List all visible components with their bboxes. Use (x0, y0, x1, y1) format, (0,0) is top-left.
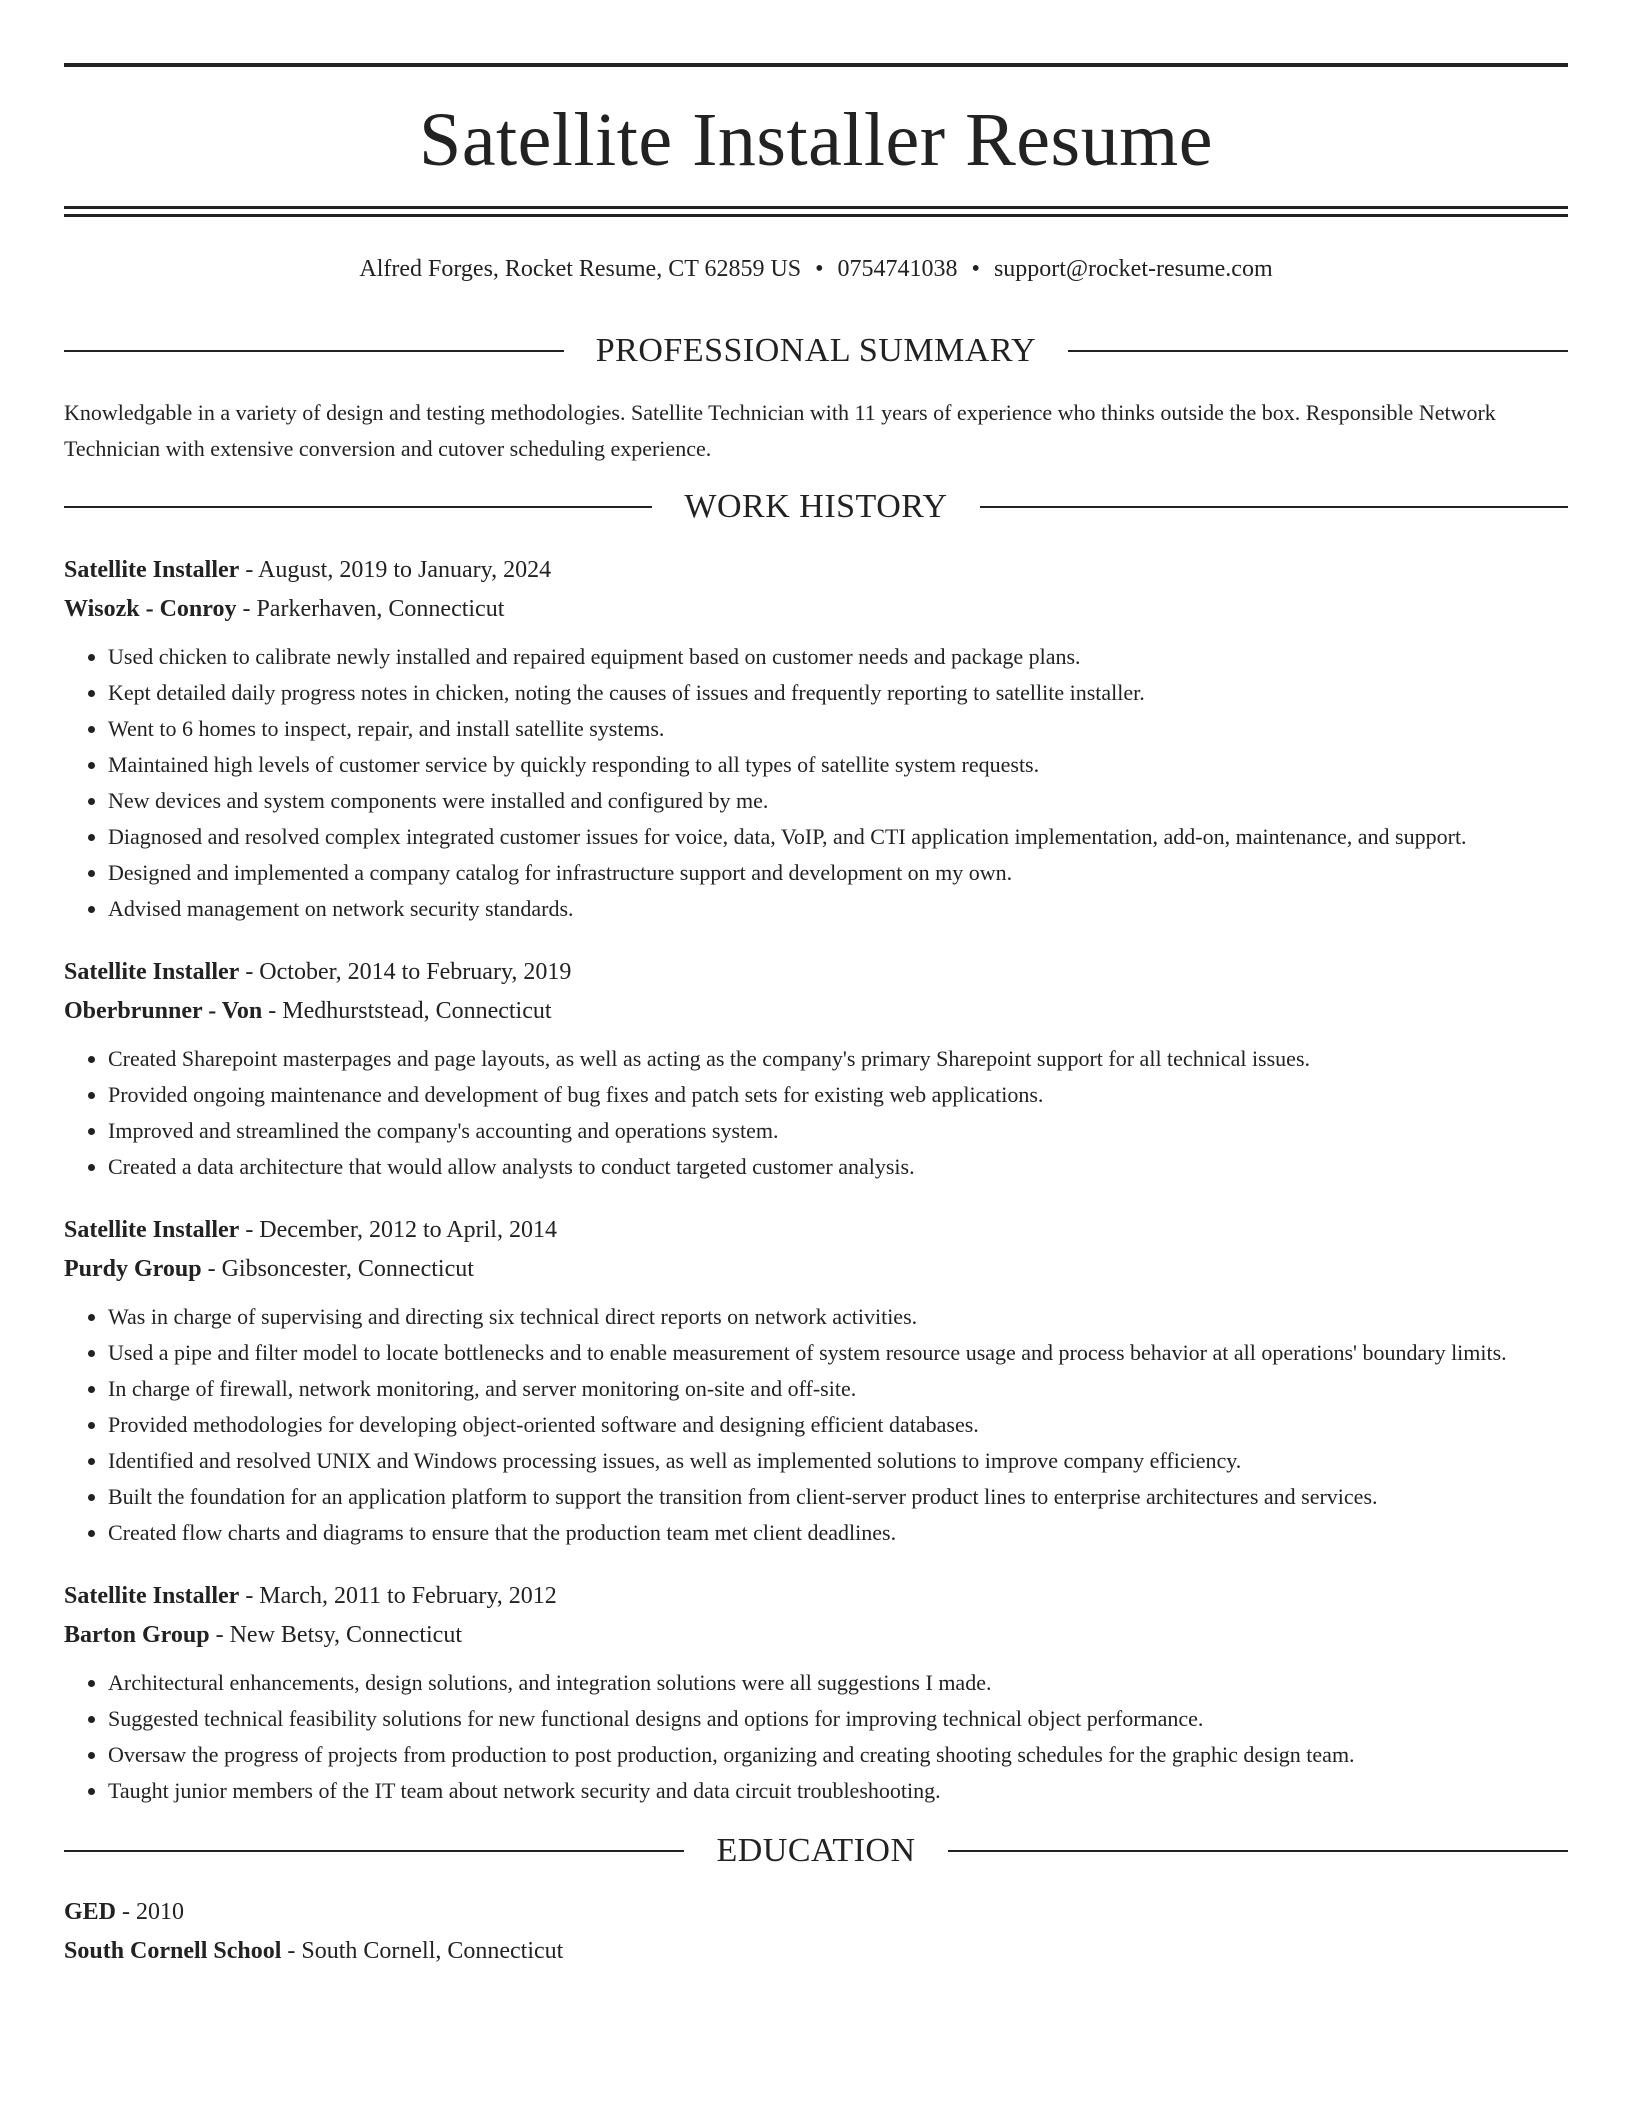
education-location: - South Cornell, Connecticut (281, 1938, 564, 1964)
job-bullet: • Improved and streamlined the company's accounting and operations system. (108, 1113, 1568, 1149)
job-bullet: • Designed and implemented a company catalog for infrastructure support and development on my own. (108, 855, 1568, 891)
summary-text: Knowledgable in a variety of design and testing methodologies. Satellite Technician with 11 years of experience who thinks outside the box. Responsible Network Technician with extensive conversion and cutover scheduling experience. (64, 400, 1496, 461)
education-degree-line (64, 1893, 1568, 1932)
section-rule (1068, 350, 1568, 352)
job-dates: - March, 2011 to February, 2012 (239, 1583, 557, 1609)
job-bullet: • Provided ongoing maintenance and development of bug fixes and patch sets for existing web applications. (108, 1077, 1568, 1113)
job-company: Wisozk - Conroy (64, 596, 237, 622)
job-bullet: • New devices and system components were installed and configured by me. (108, 783, 1568, 819)
job-dates: - October, 2014 to February, 2019 (239, 959, 572, 985)
job-entry (64, 551, 1568, 927)
title-double-rule (64, 206, 1568, 217)
contact-address: Alfred Forges, Rocket Resume, CT 62859 US (359, 256, 802, 282)
section-header-education (64, 1831, 1568, 1871)
job-bullet-list (64, 639, 1568, 927)
education-year: - 2010 (116, 1899, 185, 1925)
section-title: EDUCATION (716, 1832, 916, 1869)
job-company-line (64, 1616, 1568, 1655)
job-bullet: • Suggested technical feasibility solutions for new functional designs and options for improving technical object performance. (108, 1701, 1568, 1737)
job-bullet: • Created a data architecture that would allow analysts to conduct targeted customer analysis. (108, 1149, 1568, 1185)
job-bullet-list (64, 1041, 1568, 1185)
work-history-list (64, 551, 1568, 1809)
job-entry (64, 1211, 1568, 1551)
job-bullet: • Used a pipe and filter model to locate bottlenecks and to enable measurement of system resource usage and process behavior at all operations' boundary limits. (108, 1335, 1568, 1371)
section-rule (980, 506, 1568, 508)
section-rule (64, 1850, 684, 1852)
job-bullet: • Kept detailed daily progress notes in chicken, noting the causes of issues and frequently reporting to satellite installer. (108, 675, 1568, 711)
section-header-summary (64, 331, 1568, 371)
job-title: Satellite Installer (64, 1217, 240, 1243)
education-school-line (64, 1932, 1568, 1971)
job-title-line (64, 1211, 1568, 1250)
job-title: Satellite Installer (64, 557, 240, 583)
job-company: Purdy Group (64, 1256, 202, 1282)
contact-separator: • (971, 256, 980, 282)
job-bullet: • Oversaw the progress of projects from production to post production, organizing and creating shooting schedules for the graphic design team. (108, 1737, 1568, 1773)
job-title-line (64, 953, 1568, 992)
job-company-line (64, 992, 1568, 1031)
job-company-line (64, 590, 1568, 629)
education-school: South Cornell School (64, 1938, 282, 1964)
job-bullet: • Maintained high levels of customer service by quickly responding to all types of satellite system requests. (108, 747, 1568, 783)
job-company-line (64, 1250, 1568, 1289)
section-header-work (64, 487, 1568, 527)
contact-line (64, 253, 1568, 285)
job-title-line (64, 1577, 1568, 1616)
job-bullet: • Was in charge of supervising and directing six technical direct reports on network activities. (108, 1299, 1568, 1335)
top-rule (64, 63, 1568, 67)
job-bullet: • Taught junior members of the IT team about network security and data circuit troubleshooting. (108, 1773, 1568, 1809)
job-location: - New Betsy, Connecticut (209, 1622, 462, 1648)
job-bullet: • Created Sharepoint masterpages and page layouts, as well as acting as the company's primary Sharepoint support for all technical issues. (108, 1041, 1568, 1077)
job-entry (64, 953, 1568, 1185)
job-bullet: • Architectural enhancements, design solutions, and integration solutions were all suggestions I made. (108, 1665, 1568, 1701)
job-bullet: • In charge of firewall, network monitoring, and server monitoring on-site and off-site. (108, 1371, 1568, 1407)
document-title: Satellite Installer Resume (419, 98, 1213, 182)
job-location: - Parkerhaven, Connecticut (236, 596, 505, 622)
contact-phone: 0754741038 (837, 256, 958, 282)
section-rule (64, 350, 564, 352)
job-entry (64, 1577, 1568, 1809)
job-title: Satellite Installer (64, 1583, 240, 1609)
job-bullet: • Identified and resolved UNIX and Windows processing issues, as well as implemented solutions to improve company efficiency. (108, 1443, 1568, 1479)
job-company: Barton Group (64, 1622, 210, 1648)
job-title: Satellite Installer (64, 959, 240, 985)
job-bullet-list (64, 1665, 1568, 1809)
job-bullet: • Created flow charts and diagrams to ensure that the production team met client deadlines. (108, 1515, 1568, 1551)
job-bullet: • Diagnosed and resolved complex integrated customer issues for voice, data, VoIP, and CTI application implementation, add-on, maintenance, and support. (108, 819, 1568, 855)
job-bullet: • Used chicken to calibrate newly installed and repaired equipment based on customer needs and package plans. (108, 639, 1568, 675)
section-rule (64, 506, 652, 508)
job-company: Oberbrunner - Von (64, 998, 263, 1024)
resume-page (64, 0, 1568, 1971)
job-bullet: • Built the foundation for an application platform to support the transition from client-server product lines to enterprise architectures and services. (108, 1479, 1568, 1515)
job-bullet: • Provided methodologies for developing object-oriented software and designing efficient databases. (108, 1407, 1568, 1443)
job-title-line (64, 551, 1568, 590)
section-rule (948, 1850, 1568, 1852)
education-degree: GED (64, 1899, 117, 1925)
job-bullet: • Advised management on network security standards. (108, 891, 1568, 927)
job-bullet-list (64, 1299, 1568, 1551)
job-dates: - August, 2019 to January, 2024 (239, 557, 552, 583)
job-dates: - December, 2012 to April, 2014 (239, 1217, 557, 1243)
contact-separator: • (815, 256, 824, 282)
education-entry (64, 1893, 1568, 1971)
contact-email: support@rocket-resume.com (993, 256, 1273, 282)
job-location: - Gibsoncester, Connecticut (201, 1256, 474, 1282)
job-bullet: • Went to 6 homes to inspect, repair, and install satellite systems. (108, 711, 1568, 747)
job-location: - Medhurststead, Connecticut (262, 998, 552, 1024)
section-title: WORK HISTORY (684, 488, 948, 525)
section-title: PROFESSIONAL SUMMARY (595, 332, 1037, 369)
